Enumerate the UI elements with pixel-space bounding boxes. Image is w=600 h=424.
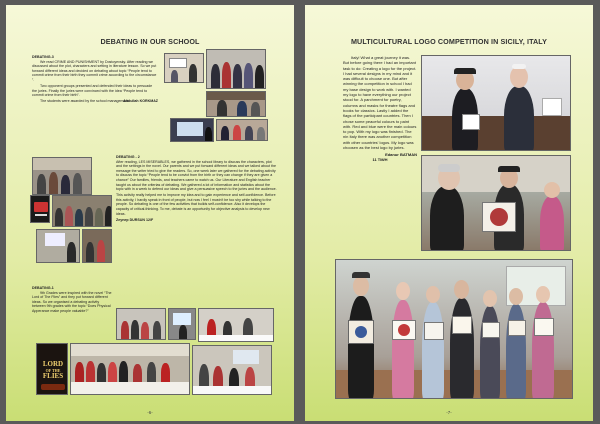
debating2-paragraph: After reading, LES MISERABLES, we gathered in the school library to discuss the characters, plot and the settings in the novel. Our parents and we put forward different ideas and we talked about the message the writer tried to give the readers. So, one week later we gathered for the debating activity to discuss the topic “People tend to be convict from the birth or they can change if they are given a chance” Our families, friends, and teachers came to watch us. Our Literature and English teacher taught us about the criterias of debating. We gathered a lot of information and statistics about the topic with in a week to defend our ideas and give a persuasive speech to the juries and the audience. <box>116 159 277 192</box>
book-title-line: FLIES <box>42 371 64 380</box>
page-title: MULTICULTURAL LOGO COMPETITION IN SICILY, ITALY <box>350 37 548 46</box>
page-number: -7- <box>446 410 452 415</box>
photo-library-meeting <box>32 157 92 195</box>
photo-logo-presentation <box>421 155 571 251</box>
photo-book-les-miserables <box>30 195 50 223</box>
debating3-signature: Abdullah KORKMAZ <box>123 99 158 104</box>
photo-audience <box>52 195 112 227</box>
debating3-paragraph: The students were awarded by the school management. <box>40 99 130 104</box>
page-title: DEBATING IN OUR SCHOOL <box>100 37 200 46</box>
right-page <box>305 5 593 421</box>
photo-teacher-students <box>192 345 272 395</box>
photo-screen-talk <box>168 308 196 340</box>
debating3-paragraph: Two opponent groups presented and defended their ideas to persuade the juries. Finally the juries were convinced with the idea “People tend to commit crime from their birth”. <box>32 84 153 98</box>
article-signature-class: 11 TM/H <box>372 157 388 163</box>
photo-jury <box>216 119 268 141</box>
debating2-heading: DEBATING - 2 <box>116 155 140 159</box>
photo-debate-hall <box>70 343 190 395</box>
debating3-heading: DEBATING-3 <box>32 55 54 59</box>
left-page <box>6 5 294 421</box>
debating3-text <box>32 55 158 104</box>
debating2-signature: Zeynep DURSUN 12/F <box>116 217 154 222</box>
photo-classroom-debate <box>164 53 204 83</box>
photo-award-handshake <box>421 55 571 151</box>
photo-award <box>206 91 266 117</box>
logo-article-paragraph: Italy! What a great journey it was. But before going there I had an important task to do: Creating a logo for the project. I had several designs in my mind and it was difficult to choose one. But after winning the competition in school I had my base design to work with. I wanted my logo to have everything our project stood for. A parchment for poetry, columns and masks for theatre flags and books for classics. Lastly I added the flags of the participant countries. Then I chose some peaceful colours to paint with. Red and blue were the main colours to pop. With my logo was finished. The nin Italy there was another competition with other countries' logos. My logo was choosen as the best logo by juries. <box>343 55 417 151</box>
page-number: -6- <box>147 410 153 415</box>
debating1-text <box>32 286 112 315</box>
debating1-paragraph: 9th Grades were inspired with the novel “The Lord of The Flies” and they put forward different ideas. So we organised a debating activity between 9th grades with the topic “Does Physical Apperance make people valuable?” <box>32 290 112 313</box>
photo-debate-groups <box>82 229 112 263</box>
debating2-text <box>116 155 278 222</box>
photo-lord-of-the-flies <box>36 343 68 395</box>
photo-students-desk <box>198 308 274 342</box>
article-signature-name: Edanur BATMAN <box>385 151 417 157</box>
photo-speaker <box>36 229 80 263</box>
photo-debate-team <box>206 49 266 89</box>
photo-classroom-group <box>116 308 166 340</box>
photo-presentation <box>170 118 214 142</box>
photo-students-with-logos <box>335 259 573 399</box>
debating2-paragraph: This activity really helped me to improve my idea and to gain experience and self-confidence. Before this activity, I hardly speak in front of people, but now I feel I mustn't be too shy while talking to the people. So debating is one of the few activities that builds self-confidence. Also it develops the capacity of critical-thinking. To me, debate is an opportunity for objective analysis to develop new ideas. <box>116 193 276 216</box>
debating3-paragraph: We read CRIME AND PUNISHMENT by Dostoyevsky. After reading we discussed about the plot, characters and setting in literature lesson. So we put forward different ideas and decided on debating about topic “People tend to commit crime from their birth they commit crime according to the circumstance ”. <box>32 59 157 82</box>
logo-article-text <box>343 55 417 162</box>
book-title-line: OF THE <box>45 367 61 373</box>
debating1-heading: DEBATING-1 <box>32 286 54 290</box>
book-title-line: LORD <box>42 359 64 368</box>
